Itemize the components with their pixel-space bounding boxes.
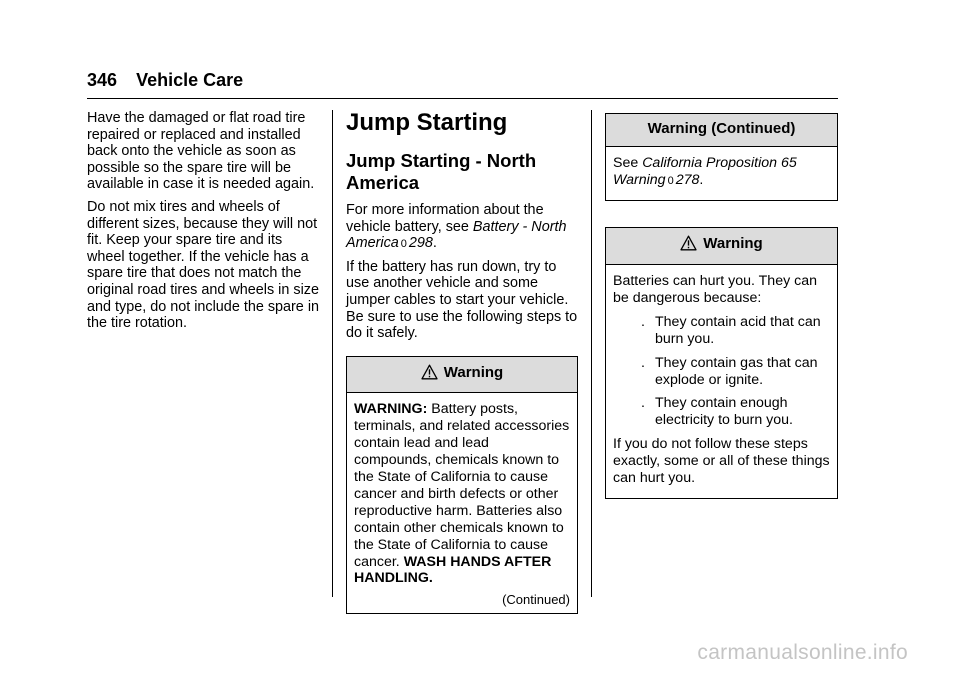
- paragraph: Do not mix tires and wheels of different sizes, because they will not fit. Keep your spare tire and its wheel together. If the vehicle has a spare tire that does not match the original road tires and wheels in size and type, do not include the spare in the tire rotation.: [87, 198, 320, 332]
- section-title: Jump Starting: [346, 109, 508, 136]
- page-ref-arrow: 0: [667, 174, 674, 187]
- paragraph: [346, 202, 578, 253]
- subsection-title: Jump Starting - North America: [346, 150, 537, 193]
- warning-lead: WARNING:: [354, 401, 428, 418]
- paragraph: Have the damaged or flat road tire repaired or replaced and installed back onto the vehicle as soon as possible so the spare tire will be available in case it is needed again.: [87, 110, 315, 193]
- bullet-mark: .: [641, 395, 645, 412]
- list-item: [613, 395, 830, 429]
- bullet-mark: .: [641, 313, 645, 330]
- column-divider: [591, 110, 592, 597]
- warning-text: [613, 155, 830, 190]
- warning-text: [354, 401, 570, 587]
- warning-body-text: Battery posts, terminals, and related accessories contain lead and lead compounds, chemicals known to the State of California to cause cancer and birth defects or other reproductive harm. Batteries also contain other chemicals known to the State of California to cause cancer.: [354, 401, 570, 570]
- column-divider: [332, 110, 333, 597]
- warning-header: [347, 357, 577, 394]
- page-ref-arrow: 0: [400, 238, 407, 251]
- warning-triangle-icon: [421, 364, 438, 385]
- list-item-text: They contain enough electricity to burn you.: [655, 395, 793, 429]
- warning-box: [605, 227, 838, 499]
- list-item: [613, 314, 830, 348]
- page-number: 346: [87, 70, 118, 90]
- continued-label: (Continued): [502, 592, 570, 608]
- page-ref-number[interactable]: 278: [675, 171, 700, 188]
- warning-body-text: .: [699, 171, 704, 188]
- warning-tail: WASH HANDS AFTER HANDLING.: [354, 553, 552, 587]
- warning-body: [347, 393, 577, 613]
- warning-box: [346, 356, 578, 614]
- paragraph: If the battery has run down, try to use another vehicle and some jumper cables to start your vehicle. Be sure to use the following steps to do it safely.: [346, 258, 578, 342]
- warning-body-text: See: [613, 154, 643, 171]
- bullet-mark: .: [641, 354, 645, 371]
- page-ref-number[interactable]: 298: [408, 235, 433, 252]
- warning-outro: If you do not follow these steps exactly, some or all of these things can hurt you.: [613, 436, 830, 487]
- column-3: [605, 113, 838, 499]
- warning-title: Warning: [443, 363, 504, 381]
- warning-title: Warning: [703, 235, 763, 253]
- warning-header: [606, 228, 837, 265]
- column-1: [87, 110, 323, 338]
- warning-triangle-icon: [680, 235, 697, 256]
- column-2: [346, 110, 578, 614]
- warning-body: [606, 265, 837, 498]
- header-rule: [87, 98, 838, 99]
- warning-continued-header: Warning (Continued): [606, 114, 837, 147]
- list-item: [613, 355, 830, 389]
- warning-continued-body: [606, 147, 837, 201]
- paragraph-text: .: [432, 235, 437, 252]
- page-header: [87, 70, 243, 91]
- battery-reference-link[interactable]: Battery - North America: [346, 218, 567, 252]
- list-item-text: They contain gas that can explode or ignite.: [655, 354, 818, 388]
- prop65-reference-link[interactable]: California Proposition 65 Warning: [613, 154, 797, 188]
- warning-continued-box: [605, 113, 838, 201]
- warning-intro: Batteries can hurt you. They can be dangerous because:: [613, 273, 817, 306]
- header-title: Vehicle Care: [136, 70, 244, 90]
- paragraph-text: For more information about the vehicle battery, see: [346, 202, 544, 235]
- watermark: carmanualsonline.info: [697, 641, 908, 664]
- list-item-text: They contain acid that can burn you.: [655, 313, 821, 347]
